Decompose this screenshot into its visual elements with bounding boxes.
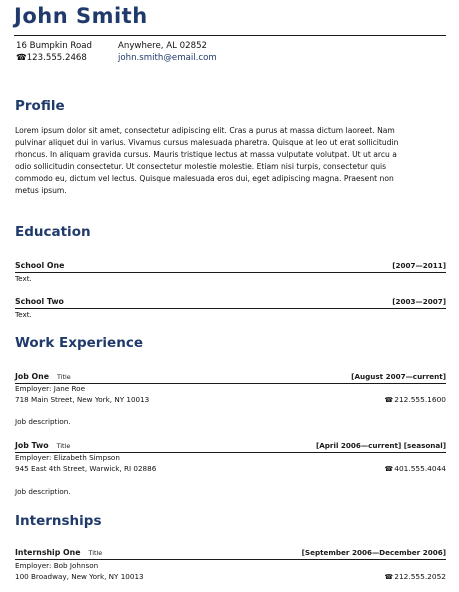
entry-date: [April 2006—current] [seasonal] [315, 441, 446, 450]
entry-title: School One [15, 261, 65, 270]
employer-address: 100 Broadway, New York, NY 10013 [15, 572, 144, 581]
job-subtitle: Title [57, 373, 71, 381]
entry-title [15, 548, 102, 558]
employer-address: 718 Main Street, New York, NY 10013 [15, 395, 150, 404]
work-entry [15, 372, 446, 384]
job-subtitle: Title [56, 442, 71, 450]
entry-title [15, 372, 71, 382]
entry-title [15, 441, 70, 451]
education-entry [15, 261, 446, 273]
employer-phone [385, 464, 446, 474]
resume-name: John Smith [14, 4, 148, 28]
education-entry [15, 297, 446, 309]
entry-date: [August 2007—current] [351, 372, 446, 381]
profile-line: metus ipsum. [15, 186, 67, 195]
internship-subtitle: Title [88, 549, 103, 557]
profile-line: rhoncus. In aliquam gravida cursus. Mauris tristique lectus at massa vulputate volutpat. Ut ut arcu a [15, 150, 397, 159]
entry-date: [September 2006—December 2006] [301, 548, 446, 557]
employer: Employer: Bob Johnson [15, 561, 99, 570]
city-line: Anywhere, AL 02852 [118, 41, 208, 51]
entry-text: Text. [15, 310, 32, 319]
name-divider [14, 35, 446, 36]
telephone-icon: ☎ [384, 396, 394, 404]
phone-number: 123.555.2468 [26, 53, 87, 63]
telephone-icon: ☎ [384, 465, 394, 473]
phone-line [16, 52, 92, 64]
employer-phone-number: 212.555.1600 [394, 395, 446, 404]
email-link[interactable]: john.smith@email.com [118, 53, 217, 63]
contact-right [118, 40, 217, 64]
telephone-icon: ☎ [384, 573, 394, 581]
employer-phone [385, 572, 446, 582]
profile-line: commodo eu, dictum vel lectus. Quisque malesuada eros dui, eget adipiscing magna. Praesent non [15, 174, 394, 183]
profile-line: odio sollicitudin consectetur. Ut consectetur molestie molestie. Etiam nisi turpis, consectetur quis [15, 162, 387, 171]
section-heading-internships: Internships [15, 513, 102, 529]
employer: Employer: Elizabeth Simpson [15, 453, 120, 462]
section-heading-profile: Profile [15, 98, 65, 114]
job-description: Job description. [15, 417, 71, 426]
internship-entry [15, 548, 446, 560]
job-description: Job description. [15, 487, 71, 496]
job-name: Job One [15, 372, 50, 381]
profile-line: Lorem ipsum dolor sit amet, consectetur adipiscing elit. Cras a purus at massa dictum laoreet. Nam [15, 126, 395, 135]
contact-left [16, 40, 92, 64]
entry-title: School Two [15, 297, 64, 306]
address-line: 16 Bumpkin Road [16, 41, 92, 51]
employer-phone-number: 212.555.2052 [394, 572, 446, 581]
profile-line: pulvinar aliquet dui in varius. Vivamus cursus malesuada pharetra. Quisque at leo ut erat sollicitudin [15, 138, 399, 147]
employer-address: 945 East 4th Street, Warwick, RI 02886 [15, 464, 157, 473]
job-name: Job Two [15, 441, 49, 450]
telephone-icon: ☎ [16, 53, 27, 63]
employer-phone [385, 395, 446, 405]
entry-date: [2003—2007] [392, 297, 446, 306]
work-entry [15, 441, 446, 453]
internship-name: Internship One [15, 548, 81, 557]
employer: Employer: Jane Roe [15, 384, 85, 393]
profile-paragraph [15, 125, 446, 197]
section-heading-education: Education [15, 224, 91, 240]
employer-phone-number: 401.555.4044 [394, 464, 446, 473]
section-heading-work: Work Experience [15, 335, 143, 351]
entry-date: [2007—2011] [392, 261, 446, 270]
entry-text: Text. [15, 274, 32, 283]
